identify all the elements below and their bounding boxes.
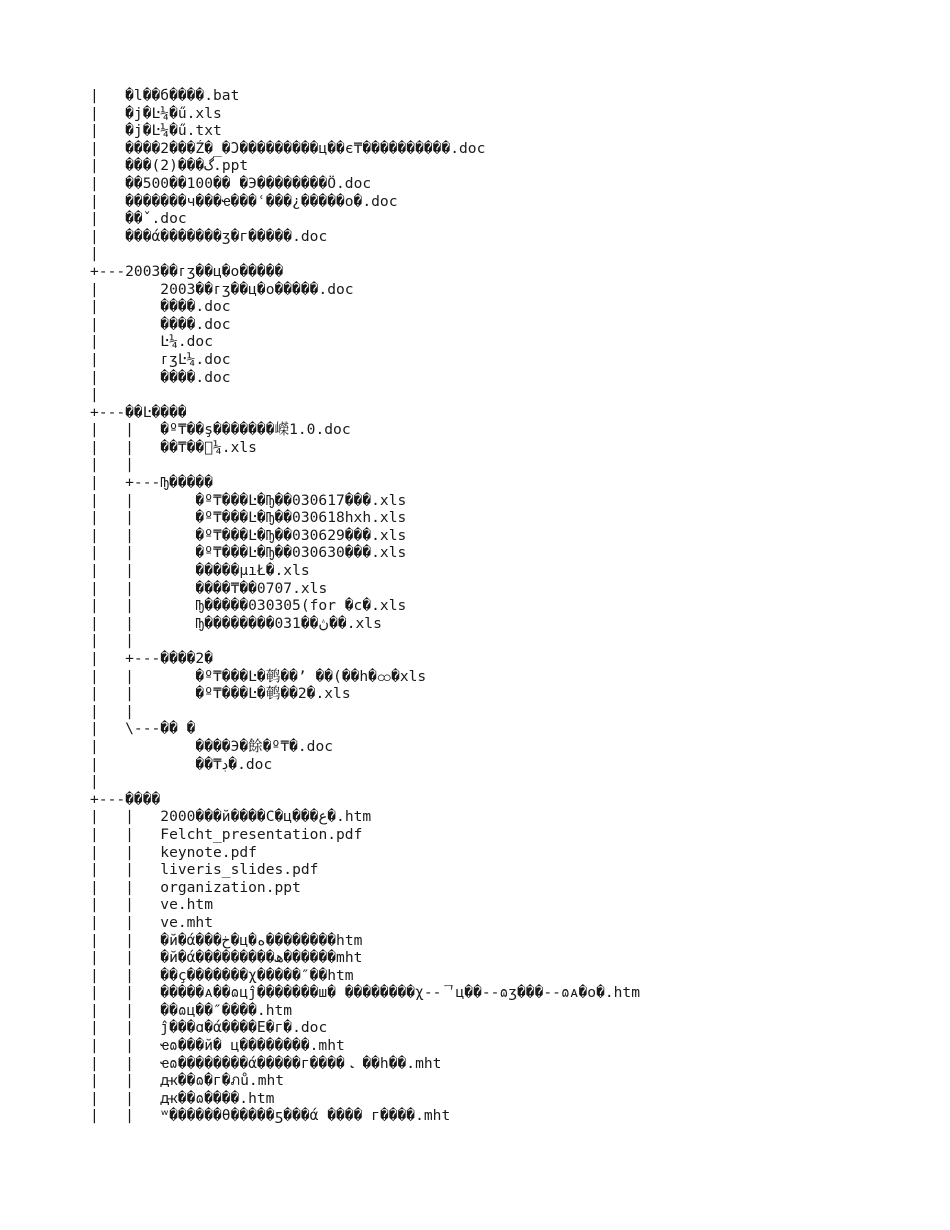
tree-line: | | ԫ��ɷ�г�ภů.mht bbox=[90, 1072, 285, 1090]
tree-line: | | keynote.pdf bbox=[90, 843, 257, 861]
tree-line: | | ve.mht bbox=[90, 913, 214, 931]
tree-line: | | bbox=[90, 632, 134, 650]
tree-line: | | �º₸���Ŀ�Ҧ��030618hxh.xls bbox=[90, 509, 407, 527]
tree-line: | 2003��ᴦʒ��ц�о�����.doc bbox=[90, 280, 354, 298]
tree-line: | \---�� � bbox=[90, 720, 196, 738]
tree-line: | ��₸ڊ�.doc bbox=[90, 755, 273, 773]
tree-line: | ����.doc bbox=[90, 315, 231, 333]
tree-line: | | �º₸��ş�������嶸1.0.doc bbox=[90, 421, 351, 439]
file-tree-listing bbox=[90, 87, 930, 1125]
tree-line: | ���ά�������ʒ�г�����.doc bbox=[90, 227, 328, 245]
tree-line: | | bbox=[90, 702, 134, 720]
tree-line: +---2003��ᴦʒ��ц�о����� bbox=[90, 262, 284, 280]
tree-line: | bbox=[90, 773, 99, 791]
tree-line: | | ve.htm bbox=[90, 896, 214, 914]
tree-line: | ���(2)���گ.ppt bbox=[90, 157, 249, 175]
tree-line: | +---Ҧ����� bbox=[90, 474, 213, 492]
tree-line: | | ��₸��ͯ¼.xls bbox=[90, 438, 257, 456]
tree-line: | | Ҧ�����030305(for �с�.xls bbox=[90, 597, 407, 615]
tree-line: +---���� bbox=[90, 790, 161, 808]
tree-line: | ����.doc bbox=[90, 298, 231, 316]
tree-line: | +---����2� bbox=[90, 650, 214, 667]
tree-line: | | �º₸���Ŀ�Ҧ��030629���.xls bbox=[90, 526, 407, 544]
tree-line: | | 2000���й����С�ц���ع�.htm bbox=[90, 808, 372, 826]
tree-line: | bbox=[90, 245, 99, 263]
tree-line: | ��500��100�� �Э��������Ȫ.doc bbox=[90, 174, 372, 192]
tree-line: | ᴦʒĿ¼.doc bbox=[90, 350, 231, 368]
tree-line: | �l��б����.bat bbox=[90, 87, 240, 104]
tree-line: | ��ˇ.doc bbox=[90, 210, 187, 228]
tree-line: | | �º₸���Ŀ�鹌��ʼ ��(��h�ထ�xls bbox=[90, 667, 427, 685]
tree-line: | | ԫ��ɷ����.htm bbox=[90, 1089, 275, 1107]
tree-line: | | ��ɷц��″����.htm bbox=[90, 1001, 293, 1019]
tree-line: | | �º₸���Ŀ�Ҧ��030630���.xls bbox=[90, 544, 407, 562]
tree-line: | | Felcht_presentation.pdf bbox=[90, 825, 363, 843]
tree-line: | | organization.ppt bbox=[90, 878, 301, 896]
tree-line: | | Ҧ��������031��ڽ��.xls bbox=[90, 614, 382, 632]
tree-line: | | �º₸���Ŀ�Ҧ��030617���.xls bbox=[90, 491, 407, 509]
tree-line: | ����2���Ź�_�Ͻ���������ц��є₸����������.doc bbox=[90, 139, 486, 157]
tree-line: | | ��ç�������χ�����″��htm bbox=[90, 966, 354, 984]
tree-line: | ����Э�餘�º₸�.doc bbox=[90, 737, 334, 755]
tree-line: | | ĵ���ɑ�ά����Ε�г�.doc bbox=[90, 1019, 328, 1037]
tree-line: | | ҽɷ���й� ц��������.mht bbox=[90, 1037, 345, 1055]
tree-line: | �j�Ŀ¼�ű.txt bbox=[90, 122, 222, 140]
tree-line: | bbox=[90, 386, 99, 404]
tree-line: | | ����₸��0707.xls bbox=[90, 579, 328, 597]
tree-line: | | �º₸���Ŀ�鹌��2�.xls bbox=[90, 685, 351, 703]
tree-line: +---��Ŀ���� bbox=[90, 403, 187, 421]
tree-line: | | �й�ά���������ھ������mht bbox=[90, 949, 363, 967]
tree-line: | �������ч���ҽ���ʿ���¿�����о�.doc bbox=[90, 192, 398, 210]
tree-line: | ����.doc bbox=[90, 368, 231, 386]
tree-line: | Ŀ¼.doc bbox=[90, 333, 214, 351]
tree-line: | | ʷ������θ�����ƽ���ά ���� г����.mht bbox=[90, 1107, 451, 1125]
tree-line: | | �����ᴀ��ɷцĵ�������ш� ��������χ--ᄀц��--ɷʒ���--ɷᴀ�о�.htm bbox=[90, 984, 640, 1002]
tree-line: | | ҽɷ��������ά�����г����ﹳ ��h��.mht bbox=[90, 1054, 442, 1072]
tree-line: | | liveris_slides.pdf bbox=[90, 861, 319, 879]
tree-line: | �j�Ŀ¼�ű.xls bbox=[90, 104, 222, 122]
tree-line: | | bbox=[90, 456, 134, 474]
tree-line: | | �����µıŁ�.xls bbox=[90, 562, 310, 580]
tree-line: | | �й�ά���خ�ц�ﻩ��������htm bbox=[90, 931, 363, 949]
